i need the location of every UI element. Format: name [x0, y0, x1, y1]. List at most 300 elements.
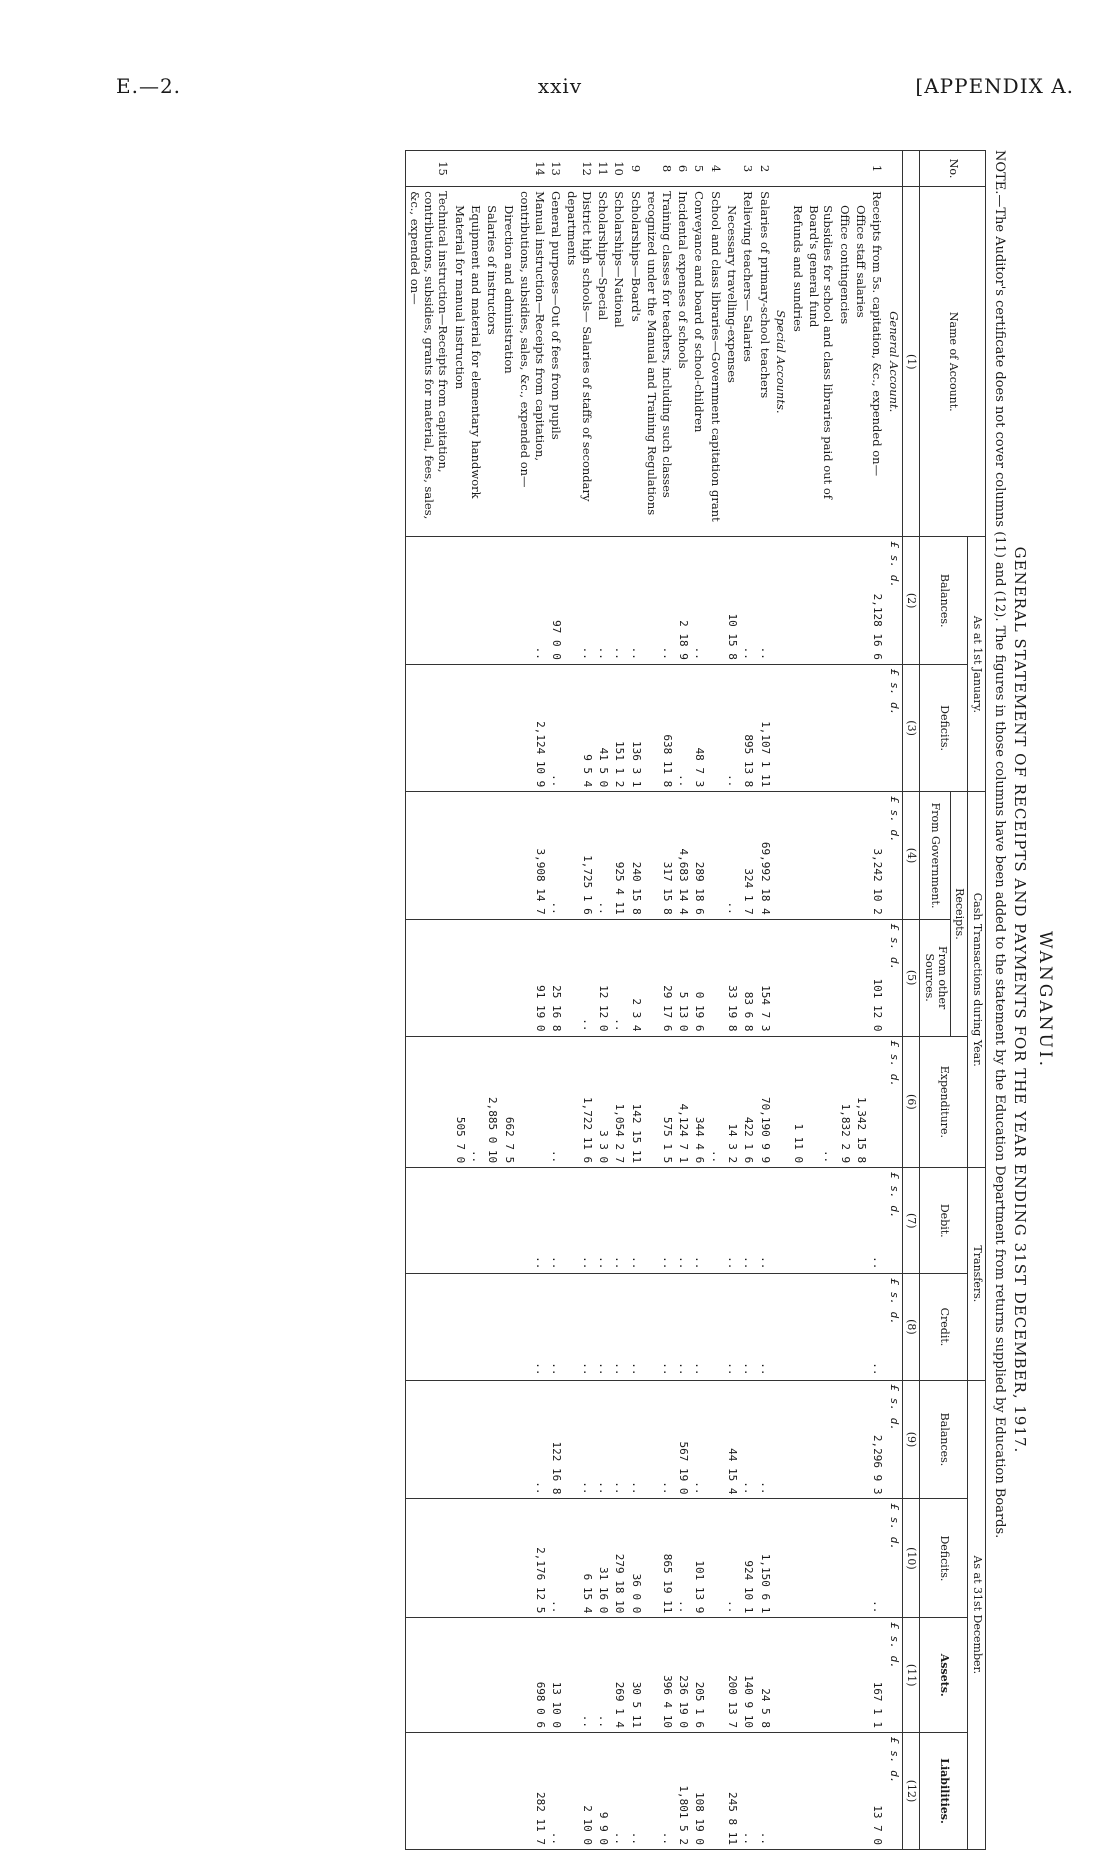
cell-c5: 33 19 8 [724, 919, 740, 1036]
account-name: Manual instruction—Receipts from capitation, contributions, subsidies, sales, &c., expended on— [517, 187, 548, 537]
cell-c10: 36 0 0 [627, 1499, 643, 1618]
cell-c5 [468, 919, 484, 1036]
account-name: Scholarships—Special [595, 187, 611, 537]
cell-c3: 41 5 0 [595, 664, 611, 791]
col-balances-dec: Balances. [920, 1380, 968, 1499]
table-row [675, 151, 691, 1850]
row-number [484, 151, 500, 187]
cell-c2: .. [740, 537, 756, 664]
cell-c12: .. [548, 1733, 564, 1850]
cell-c9: 122 16 8 [548, 1380, 564, 1499]
cell-c5: 101 12 0 [869, 919, 885, 1036]
cell-c7 [853, 1168, 869, 1274]
cell-c7: .. [517, 1168, 548, 1274]
cell-c12: 2 10 0 [564, 1733, 595, 1850]
cell-c11: .. [595, 1618, 611, 1733]
unit-label: £ s. d. [885, 537, 902, 664]
cell-c9: .. [564, 1380, 595, 1499]
row-number: 4 [707, 151, 723, 187]
row-number [468, 151, 484, 187]
cell-c9: 567 19 0 [675, 1380, 691, 1499]
cell-c4 [836, 792, 852, 919]
cell-c3 [869, 664, 885, 791]
cell-c11 [451, 1618, 467, 1733]
cell-c7: .. [869, 1168, 885, 1274]
cell-c11 [853, 1618, 869, 1733]
account-name: Office staff salaries [853, 187, 869, 537]
row-number: 1 [869, 151, 885, 187]
cell-c6: 422 1 6 [740, 1036, 756, 1168]
cell-c5: 0 19 6 [691, 919, 707, 1036]
table-row [451, 151, 467, 1850]
group-transfers: Transfers. [968, 1168, 986, 1380]
cell-c7 [468, 1168, 484, 1274]
cell-c5 [500, 919, 516, 1036]
cell-c9 [707, 1380, 723, 1499]
table-row [806, 151, 837, 1850]
cell-c8 [789, 1274, 805, 1380]
cell-c3 [484, 664, 500, 791]
cell-c12 [484, 1733, 500, 1850]
row-number: 2 [756, 151, 772, 187]
table-row [564, 151, 595, 1850]
cell-c12: .. [756, 1733, 772, 1850]
cell-c2: .. [611, 537, 627, 664]
unit-label: £ s. d. [885, 792, 902, 919]
cell-c10 [789, 1499, 805, 1618]
cell-c10: 865 19 11 [644, 1499, 675, 1618]
table-row [644, 151, 675, 1850]
cell-c6: 14 3 2 [724, 1036, 740, 1168]
cell-c4 [406, 792, 452, 919]
cell-c6: 142 15 11 [627, 1036, 643, 1168]
cell-c12 [468, 1733, 484, 1850]
cell-c5 [853, 919, 869, 1036]
cell-c11: 698 0 6 [517, 1618, 548, 1733]
cell-c4 [806, 792, 837, 919]
cell-c9: 44 15 4 [724, 1380, 740, 1499]
cell-c5 [451, 919, 467, 1036]
cell-c8 [484, 1274, 500, 1380]
col-liabilities: Liabilities. [920, 1733, 968, 1850]
cell-c6: 1 11 0 [789, 1036, 805, 1168]
cell-c9 [484, 1380, 500, 1499]
cell-c12 [789, 1733, 805, 1850]
cell-c11 [707, 1618, 723, 1733]
cell-c6: .. [806, 1036, 837, 1168]
cell-c8: .. [548, 1274, 564, 1380]
cell-c12 [406, 1733, 452, 1850]
col-num: (11) [902, 1618, 920, 1733]
row-number: 9 [627, 151, 643, 187]
cell-c2: 97 0 0 [548, 537, 564, 664]
col-from-other: From other Sources. [920, 919, 950, 1036]
col-num: (12) [902, 1733, 920, 1850]
col-num: (7) [902, 1168, 920, 1274]
cell-c10: 101 13 9 [691, 1499, 707, 1618]
unit-label: £ s. d. [885, 919, 902, 1036]
cell-c8 [406, 1274, 452, 1380]
cell-c4: 4,683 14 4 [675, 792, 691, 919]
unit-label: £ s. d. [885, 1380, 902, 1499]
cell-c11 [806, 1618, 837, 1733]
cell-c4: 3,242 10 2 [869, 792, 885, 919]
cell-c8: .. [611, 1274, 627, 1380]
cell-c8 [853, 1274, 869, 1380]
cell-c7 [484, 1168, 500, 1274]
cell-c8: .. [740, 1274, 756, 1380]
cell-c8: .. [564, 1274, 595, 1380]
table-row [789, 151, 805, 1850]
cell-c7: .. [724, 1168, 740, 1274]
cell-c11: 13 10 0 [548, 1618, 564, 1733]
cell-c3 [853, 664, 869, 791]
cell-c7 [707, 1168, 723, 1274]
section-general: General Account. [885, 187, 902, 537]
account-name: School and class libraries—Government capitation grant [707, 187, 723, 537]
cell-c4: 324 1 7 [740, 792, 756, 919]
cell-c10: .. [869, 1499, 885, 1618]
cell-c4 [451, 792, 467, 919]
cell-c5: 2 3 4 [627, 919, 643, 1036]
cell-c7: .. [627, 1168, 643, 1274]
cell-c5 [789, 919, 805, 1036]
cell-c9: .. [595, 1380, 611, 1499]
cell-c7: .. [644, 1168, 675, 1274]
cell-c3: 48 7 3 [691, 664, 707, 791]
account-name: Salaries of primary-school teachers [756, 187, 772, 537]
cell-c6: 3 3 0 [595, 1036, 611, 1168]
table-row [836, 151, 852, 1850]
cell-c10 [853, 1499, 869, 1618]
account-name: District high schools— Salaries of staffs of secondary departments [564, 187, 595, 537]
account-name: Scholarships—Board's [627, 187, 643, 537]
col-from-govt: From Government. [920, 792, 950, 919]
account-name: Training classes for teachers, including such classes recognized under the Manual and Training Regulations [644, 187, 675, 537]
cell-c4: 69,992 18 4 [756, 792, 772, 919]
cell-c2: .. [595, 537, 611, 664]
cell-c3 [406, 664, 452, 791]
cell-c2 [406, 537, 452, 664]
cell-c9 [406, 1380, 452, 1499]
cell-c10 [451, 1499, 467, 1618]
cell-c7: .. [611, 1168, 627, 1274]
row-number: 6 [675, 151, 691, 187]
col-num: (3) [902, 664, 920, 791]
cell-c10: .. [548, 1499, 564, 1618]
cell-c10: 279 18 10 [611, 1499, 627, 1618]
row-number: 15 [406, 151, 452, 187]
cell-c7 [406, 1168, 452, 1274]
cell-c10: 1,150 6 1 [756, 1499, 772, 1618]
unit-label: £ s. d. [885, 1036, 902, 1168]
cell-c5: 154 7 3 [756, 919, 772, 1036]
cell-c10 [836, 1499, 852, 1618]
account-name: Subsidies for school and class libraries paid out of Board's general fund [806, 187, 837, 537]
unit-label: £ s. d. [885, 1618, 902, 1733]
cell-c10: 6 15 4 [564, 1499, 595, 1618]
cell-c3 [806, 664, 837, 791]
row-number [853, 151, 869, 187]
table-row [468, 151, 484, 1850]
statement-body [406, 151, 903, 1850]
cell-c3: 151 1 2 [611, 664, 627, 791]
cell-c4: .. [595, 792, 611, 919]
table-row [869, 151, 885, 1850]
cell-c12 [707, 1733, 723, 1850]
cell-c6 [517, 1036, 548, 1168]
cell-c2: .. [517, 537, 548, 664]
cell-c8 [836, 1274, 852, 1380]
cell-c9 [451, 1380, 467, 1499]
cell-c12: 9 9 0 [595, 1733, 611, 1850]
cell-c12 [853, 1733, 869, 1850]
row-number [789, 151, 805, 187]
auditor-note: NOTE.—The Auditor's certificate does not cover columns (11) and (12). The figures in those columns have been added to the statement by the Education Department from returns supplied by Education Boards. [992, 150, 1007, 1539]
cell-c6: .. [707, 1036, 723, 1168]
section-special: Special Accounts. [773, 187, 789, 537]
col-num: (5) [902, 919, 920, 1036]
cell-c2 [806, 537, 837, 664]
cell-c4 [707, 792, 723, 919]
cell-c9 [468, 1380, 484, 1499]
cell-c8: .. [869, 1274, 885, 1380]
cell-c3: .. [724, 664, 740, 791]
cell-c12: 1,801 5 2 [675, 1733, 691, 1850]
table-row [691, 151, 707, 1850]
account-name: Scholarships—National [611, 187, 627, 537]
cell-c3: 136 3 1 [627, 664, 643, 791]
cell-c12 [836, 1733, 852, 1850]
account-name: General purposes—Out of fees from pupils [548, 187, 564, 537]
cell-c10 [500, 1499, 516, 1618]
cell-c11 [406, 1618, 452, 1733]
cell-c8 [707, 1274, 723, 1380]
table-row [611, 151, 627, 1850]
cell-c6 [869, 1036, 885, 1168]
cell-c5: 83 6 8 [740, 919, 756, 1036]
cell-c6: 505 7 0 [451, 1036, 467, 1168]
cell-c9: 2,296 9 3 [869, 1380, 885, 1499]
row-number [451, 151, 467, 187]
unit-label: £ s. d. [885, 1168, 902, 1274]
cell-c8 [500, 1274, 516, 1380]
cell-c9 [500, 1380, 516, 1499]
account-name: Direction and administration [500, 187, 516, 537]
cell-c2: .. [691, 537, 707, 664]
cell-c12: .. [611, 1733, 627, 1850]
cell-c4: 3,908 14 7 [517, 792, 548, 919]
cell-c4: 1,725 1 6 [564, 792, 595, 919]
cell-c11 [789, 1618, 805, 1733]
cell-c4 [789, 792, 805, 919]
cell-c5 [406, 919, 452, 1036]
col-expenditure: Expenditure. [920, 1036, 968, 1168]
cell-c8: .. [627, 1274, 643, 1380]
col-num: (1) [902, 187, 920, 537]
unit-label: £ s. d. [885, 1733, 902, 1850]
cell-c3: 1,107 1 11 [756, 664, 772, 791]
cell-c12: 282 11 7 [517, 1733, 548, 1850]
group-dec: As at 31st December. [968, 1380, 986, 1849]
row-number: 12 [564, 151, 595, 187]
unit-label: £ s. d. [885, 1274, 902, 1380]
cell-c8: .. [517, 1274, 548, 1380]
cell-c4 [500, 792, 516, 919]
row-number: 8 [644, 151, 675, 187]
cell-c10: .. [724, 1499, 740, 1618]
cell-c11: 24 5 8 [756, 1618, 772, 1733]
cell-c9: .. [644, 1380, 675, 1499]
col-balances-jan: Balances. [920, 537, 968, 664]
cell-c3: 638 11 8 [644, 664, 675, 791]
cell-c6: 70,190 9 9 [756, 1036, 772, 1168]
cell-c9 [806, 1380, 837, 1499]
cell-c7 [451, 1168, 467, 1274]
cell-c6: .. [548, 1036, 564, 1168]
col-deficits-jan: Deficits. [920, 664, 968, 791]
cell-c8 [451, 1274, 467, 1380]
row-number [836, 151, 852, 187]
cell-c6: 2,885 0 10 [484, 1036, 500, 1168]
cell-c2 [836, 537, 852, 664]
cell-c7: .. [595, 1168, 611, 1274]
cell-c8: .. [691, 1274, 707, 1380]
cell-c10 [484, 1499, 500, 1618]
col-num: (9) [902, 1380, 920, 1499]
cell-c12: .. [644, 1733, 675, 1850]
cell-c8 [468, 1274, 484, 1380]
cell-c6: 4,124 7 1 [675, 1036, 691, 1168]
cell-c2: 2,128 16 6 [869, 537, 885, 664]
cell-c6: 1,054 2 7 [611, 1036, 627, 1168]
cell-c12: 245 8 11 [724, 1733, 740, 1850]
row-number [724, 151, 740, 187]
cell-c6: 344 4 6 [691, 1036, 707, 1168]
account-name: Conveyance and board of school-children [691, 187, 707, 537]
account-name: Equipment and material for elementary handwork [468, 187, 484, 537]
row-number [500, 151, 516, 187]
cell-c9 [853, 1380, 869, 1499]
account-name: Relieving teachers— Salaries [740, 187, 756, 537]
col-no: No. [920, 151, 986, 187]
col-num: (8) [902, 1274, 920, 1380]
cell-c3 [500, 664, 516, 791]
cell-c10 [707, 1499, 723, 1618]
row-number: 3 [740, 151, 756, 187]
cell-c12 [500, 1733, 516, 1850]
table-row [724, 151, 740, 1850]
cell-c7 [789, 1168, 805, 1274]
col-assets: Assets. [920, 1618, 968, 1733]
cell-c12: .. [627, 1733, 643, 1850]
document-subtitle: GENERAL STATEMENT OF RECEIPTS AND PAYMENTS FOR THE YEAR ENDING 31ST DECEMBER, 1917. [1011, 546, 1029, 1454]
cell-c11: 200 13 7 [724, 1618, 740, 1733]
cell-c5 [707, 919, 723, 1036]
cell-c12: 13 7 0 [869, 1733, 885, 1850]
row-number: 14 [517, 151, 548, 187]
cell-c4: .. [724, 792, 740, 919]
row-number: 13 [548, 151, 564, 187]
cell-c7: .. [675, 1168, 691, 1274]
cell-c12: 108 19 0 [691, 1733, 707, 1850]
row-number [806, 151, 837, 187]
cell-c10: 924 10 1 [740, 1499, 756, 1618]
document-title: WANGANUI. [1035, 931, 1055, 1069]
cell-c4: 289 18 6 [691, 792, 707, 919]
cell-c11: 140 9 10 [740, 1618, 756, 1733]
table-row [853, 151, 869, 1850]
cell-c9: .. [611, 1380, 627, 1499]
group-cash: Cash Transactions during Year. [968, 792, 986, 1168]
cell-c10 [806, 1499, 837, 1618]
col-num: (6) [902, 1036, 920, 1168]
cell-c7: .. [740, 1168, 756, 1274]
cell-c3 [451, 664, 467, 791]
cell-c4: 925 4 11 [611, 792, 627, 919]
cell-c2: 10 15 8 [724, 537, 740, 664]
cell-c8 [806, 1274, 837, 1380]
table-row [548, 151, 564, 1850]
cell-c2: .. [627, 537, 643, 664]
cell-c11: .. [564, 1618, 595, 1733]
table-row [627, 151, 643, 1850]
col-num: (4) [902, 792, 920, 919]
cell-c4: 240 15 8 [627, 792, 643, 919]
cell-c7: .. [691, 1168, 707, 1274]
cell-c3: 895 13 8 [740, 664, 756, 791]
cell-c8: .. [756, 1274, 772, 1380]
cell-c11: 269 1 4 [611, 1618, 627, 1733]
cell-c6 [406, 1036, 452, 1168]
group-receipts: Receipts. [950, 792, 968, 1036]
col-credit: Credit. [920, 1274, 968, 1380]
cell-c12: .. [740, 1733, 756, 1850]
cell-c2: .. [756, 537, 772, 664]
section-row [885, 151, 902, 1850]
cell-c4 [853, 792, 869, 919]
cell-c5: .. [611, 919, 627, 1036]
cell-c7: .. [564, 1168, 595, 1274]
table-row [517, 151, 548, 1850]
cell-c3 [707, 664, 723, 791]
cell-c11 [484, 1618, 500, 1733]
cell-c8: .. [644, 1274, 675, 1380]
cell-c5: 5 13 0 [675, 919, 691, 1036]
account-name: Receipts from 5s. capitation, &c., expended on— [869, 187, 885, 537]
cell-c11 [468, 1618, 484, 1733]
cell-c2 [707, 537, 723, 664]
cell-c10: .. [675, 1499, 691, 1618]
col-num: (10) [902, 1499, 920, 1618]
cell-c5 [484, 919, 500, 1036]
cell-c3: 2,124 10 9 [517, 664, 548, 791]
cell-c9: .. [627, 1380, 643, 1499]
col-deficits-dec: Deficits. [920, 1499, 968, 1618]
cell-c7: .. [756, 1168, 772, 1274]
account-name: Necessary travelling-expenses [724, 187, 740, 537]
cell-c5: 29 17 6 [644, 919, 675, 1036]
table-row [500, 151, 516, 1850]
account-name: Incidental expenses of schools [675, 187, 691, 537]
cell-c2 [468, 537, 484, 664]
cell-c8: .. [724, 1274, 740, 1380]
cell-c4: 317 15 8 [644, 792, 675, 919]
cell-c2 [484, 537, 500, 664]
cell-c3: 9 5 4 [564, 664, 595, 791]
cell-c11 [500, 1618, 516, 1733]
cell-c4: .. [548, 792, 564, 919]
